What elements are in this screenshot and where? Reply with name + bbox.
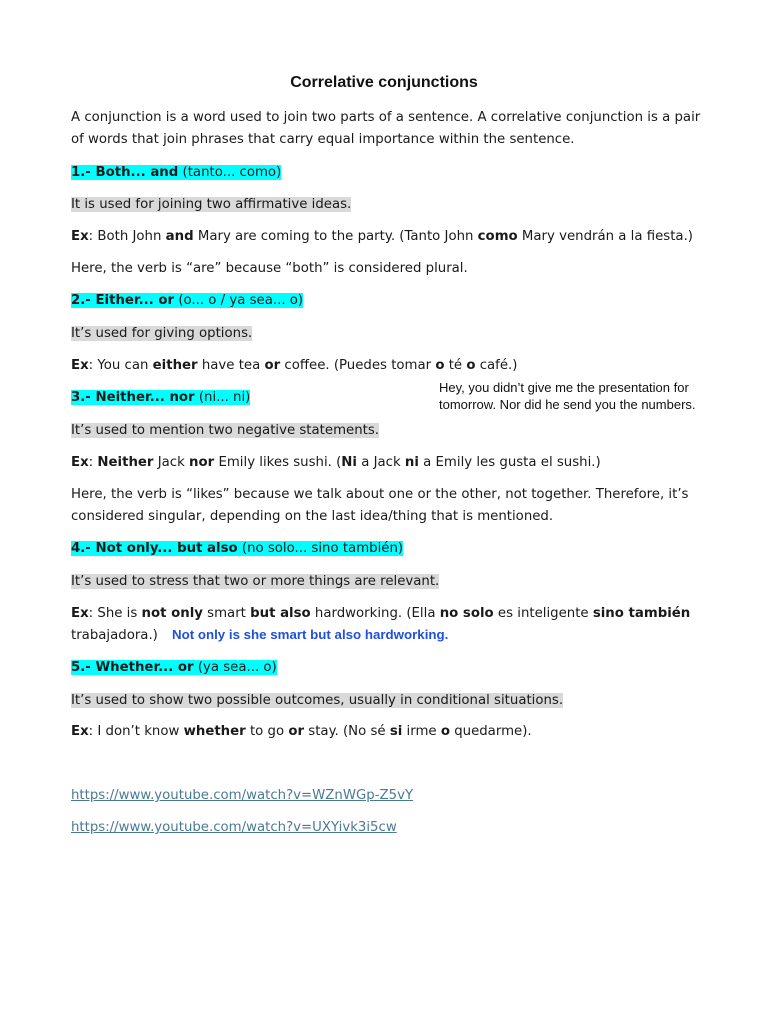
section-5-usage-text: It’s used to show two possible outcomes, usually in conditional situations. — [71, 693, 564, 708]
example-text: coffee. (Puedes tomar — [280, 358, 436, 373]
example-label: Ex — [71, 724, 89, 739]
example-bold: o — [466, 358, 476, 373]
example-bold: Neither — [97, 455, 154, 470]
example-text: : You can — [88, 358, 153, 373]
youtube-link-1[interactable]: https://www.youtube.com/watch?v=WZnWGp-Z5vY — [71, 788, 414, 803]
section-1-usage — [71, 195, 351, 215]
section-3-usage-text: It’s used to mention two negative statements. — [71, 423, 379, 438]
example-bold: ni — [404, 455, 419, 470]
example-bold: not only — [141, 606, 203, 621]
example-text: smart — [202, 606, 251, 621]
example-bold: o — [440, 724, 450, 739]
example-text: Emily likes sushi. ( — [214, 455, 342, 470]
example-bold: nor — [189, 455, 215, 470]
example-label: Ex — [71, 358, 89, 373]
example-text: irme — [402, 724, 441, 739]
section-4-usage — [71, 572, 439, 592]
page-title: Correlative conjunctions — [290, 74, 478, 91]
example-text: a Emily les gusta el sushi.) — [418, 455, 601, 470]
example-bold: o — [435, 358, 445, 373]
intro-paragraph: A conjunction is a word used to join two parts of a sentence. A correlative conjunction is a pair of words that join phrases that carry equal importance within the sentence. — [71, 110, 701, 147]
section-2-heading — [71, 291, 303, 311]
section-4-example — [71, 604, 690, 624]
example-bold: Ni — [341, 455, 357, 470]
example-text: : She is — [88, 606, 142, 621]
section-1-heading-translation: (tanto... como) — [182, 165, 282, 180]
example-bold: and — [165, 229, 194, 244]
section-3-example — [71, 453, 601, 473]
section-2-example — [71, 356, 517, 376]
section-1-note: Here, the verb is “are” because “both” is considered plural. — [71, 261, 468, 276]
example-text: : Both John — [88, 229, 166, 244]
section-4-heading — [71, 539, 403, 559]
youtube-link-2[interactable]: https://www.youtube.com/watch?v=UXYivk3i5cw — [71, 820, 397, 835]
section-1-example — [71, 227, 693, 247]
section-5-usage — [71, 691, 563, 711]
section-1-usage-text: It is used for joining two affirmative ideas. — [71, 197, 352, 212]
example-text: stay. (No sé — [304, 724, 390, 739]
section-4-example-line2: trabajadora.) — [71, 628, 158, 643]
example-bold: whether — [183, 724, 246, 739]
section-2-usage-text: It’s used for giving options. — [71, 326, 253, 341]
example-text: Mary are coming to the party. (Tanto John — [193, 229, 478, 244]
example-bold: or — [288, 724, 305, 739]
section-3-heading-translation: (ni... ni) — [198, 390, 251, 405]
section-3-heading-term: 3.- Neither... nor — [71, 390, 195, 405]
section-4-heading-term: 4.- Not only... but also — [71, 541, 238, 556]
example-bold: como — [477, 229, 518, 244]
section-5-heading-term: 5.- Whether... or — [71, 660, 194, 675]
example-bold: either — [152, 358, 198, 373]
section-2-usage — [71, 324, 252, 344]
section-1-heading — [71, 163, 281, 183]
section-5-example — [71, 722, 532, 742]
section-4-usage-text: It’s used to stress that two or more things are relevant. — [71, 574, 440, 589]
example-text: Mary vendrán a la fiesta.) — [517, 229, 693, 244]
example-bold: sino también — [592, 606, 691, 621]
example-text: have tea — [197, 358, 265, 373]
example-bold: but also — [250, 606, 311, 621]
example-text: hardworking. (Ella — [310, 606, 440, 621]
example-label: Ex — [71, 606, 89, 621]
section-3-heading — [71, 388, 250, 408]
example-text: : — [88, 455, 98, 470]
example-text: to go — [245, 724, 289, 739]
example-text: café.) — [475, 358, 518, 373]
section-2-heading-term: 2.- Either... or — [71, 293, 175, 308]
example-label: Ex — [71, 455, 89, 470]
section-3-note: Here, the verb is “likes” because we talk about one or the other, not together. Therefore, it’s considered singular, depending on the last idea/thing that is mentioned. — [71, 487, 689, 524]
example-text: Jack — [153, 455, 190, 470]
section-4-heading-translation: (no solo... sino también) — [241, 541, 404, 556]
section-5-heading-translation: (ya sea... o) — [197, 660, 277, 675]
section-5-heading — [71, 658, 277, 678]
example-label: Ex — [71, 229, 89, 244]
section-2-heading-translation: (o... o / ya sea... o) — [178, 293, 304, 308]
example-text: : I don’t know — [88, 724, 184, 739]
side-note-not-only: Not only is she smart but also hardworking. — [172, 627, 449, 642]
section-1-heading-term: 1.- Both... and — [71, 165, 179, 180]
section-3-usage — [71, 421, 379, 441]
example-text: té — [444, 358, 467, 373]
example-bold: si — [389, 724, 403, 739]
example-text: es inteligente — [493, 606, 593, 621]
side-note-neither-nor: Hey, you didn’t give me the presentation for tomorrow. Nor did he send you the numbers. — [439, 380, 696, 412]
example-bold: no solo — [439, 606, 494, 621]
example-text: a Jack — [356, 455, 405, 470]
example-bold: or — [264, 358, 281, 373]
example-text: quedarme). — [449, 724, 532, 739]
